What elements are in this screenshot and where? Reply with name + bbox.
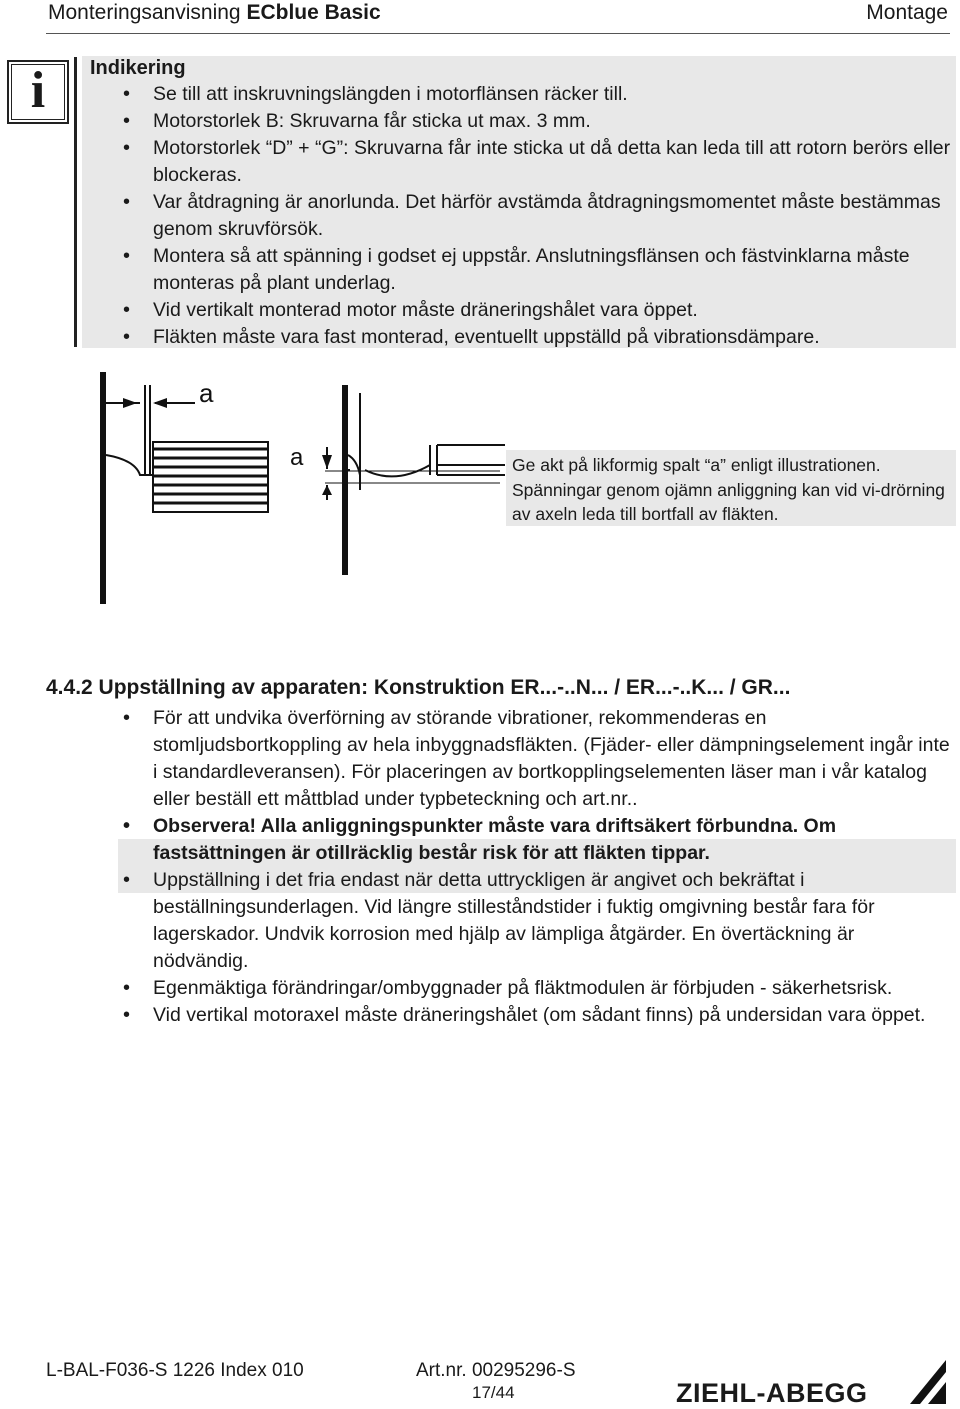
logo-text: ZIEHL-ABEGG <box>676 1378 868 1408</box>
logo-mark-icon <box>908 1358 948 1406</box>
list-item: • För att undvika överförning av störande vibrationer, rekommenderas en stomljudsbortkoppling av hela inbyggnadsfläkten. (Fjäder- eller dämpningselement ingår inte i standardleveransen). För placeringen av bortkopplingselementen läser man i vår katalog eller beställ ett måttblad under typbeteckning och art.nr.. <box>153 705 953 813</box>
header-divider <box>46 33 950 34</box>
section-heading: 4.4.2 Uppställning av apparaten: Konstruktion ER...-..N... / ER...-..K... / GR... <box>46 676 791 699</box>
info-icon <box>7 60 69 124</box>
company-logo <box>676 1358 951 1406</box>
info-divider <box>74 57 77 347</box>
info-item: • Se till att inskruvningslängden i motorflänsen räcker till. <box>153 81 953 108</box>
list-item: • Vid vertikal motoraxel måste dräneringshålet (om sådant finns) på undersidan vara öppet. <box>153 1002 953 1029</box>
list-item: • Uppställning i det fria endast när detta uttryckligen är angivet och bekräftat i beställningsunderlagen. Vid längre stilleståndstider i fuktig omgivning består fara för lagerskador. Undvik korrosion med hjälp av lämpliga åtgärder. En övertäckning är nödvändig. <box>153 867 953 975</box>
gap-label-mid: a <box>290 444 304 471</box>
list-item: • Egenmäktiga förändringar/ombyggnader på fläktmodulen är förbjuden - säkerhetsrisk. <box>153 975 953 1002</box>
product-name: ECblue Basic <box>246 1 381 24</box>
document-title-prefix: Monteringsanvisning <box>48 1 241 24</box>
section-list <box>153 705 953 1029</box>
illustration-caption: Ge akt på likformig spalt “a” enligt illustrationen. Spänningar genom ojämn anliggning kan vid vi-drörning av axeln leda till bortfall av fläkten. <box>512 455 945 524</box>
info-item: • Fläkten måste vara fast monterad, eventuellt uppställd på vibrationsdämpare. <box>153 324 953 351</box>
warning-item: • Observera! Alla anliggningspunkter måste vara driftsäkert förbundna. Om fastsättningen är otillräcklig består risk för att fläkten tippar. <box>153 813 953 867</box>
info-item: • Var åtdragning är anorlunda. Det härför avstämda åtdragningsmomentet måste bestämmas genom skruvförsök. <box>153 189 953 243</box>
info-title: Indikering <box>90 57 186 79</box>
page-number: 17/44 <box>472 1383 515 1402</box>
info-icon-glyph: i <box>30 62 46 119</box>
info-list <box>153 81 953 351</box>
info-item: • Motorstorlek “D” + “G”: Skruvarna får inte sticka ut då detta kan leda till att rotorn berörs eller blockeras. <box>153 135 953 189</box>
section-name: Montage <box>866 1 948 24</box>
info-item: • Montera så att spänning i godset ej uppstår. Anslutningsflänsen och fästvinklarna måste monteras på plant underlag. <box>153 243 953 297</box>
document-id: L-BAL-F036-S 1226 Index 010 <box>46 1360 304 1381</box>
gap-illustration <box>95 365 505 610</box>
info-item: • Motorstorlek B: Skruvarna får sticka ut max. 3 mm. <box>153 108 953 135</box>
document-title <box>48 1 381 25</box>
page-header <box>0 0 960 34</box>
article-number: Art.nr. 00295296-S <box>416 1360 576 1381</box>
info-item: • Vid vertikalt monterad motor måste dräneringshålet vara öppet. <box>153 297 953 324</box>
gap-label-top: a <box>199 378 214 408</box>
